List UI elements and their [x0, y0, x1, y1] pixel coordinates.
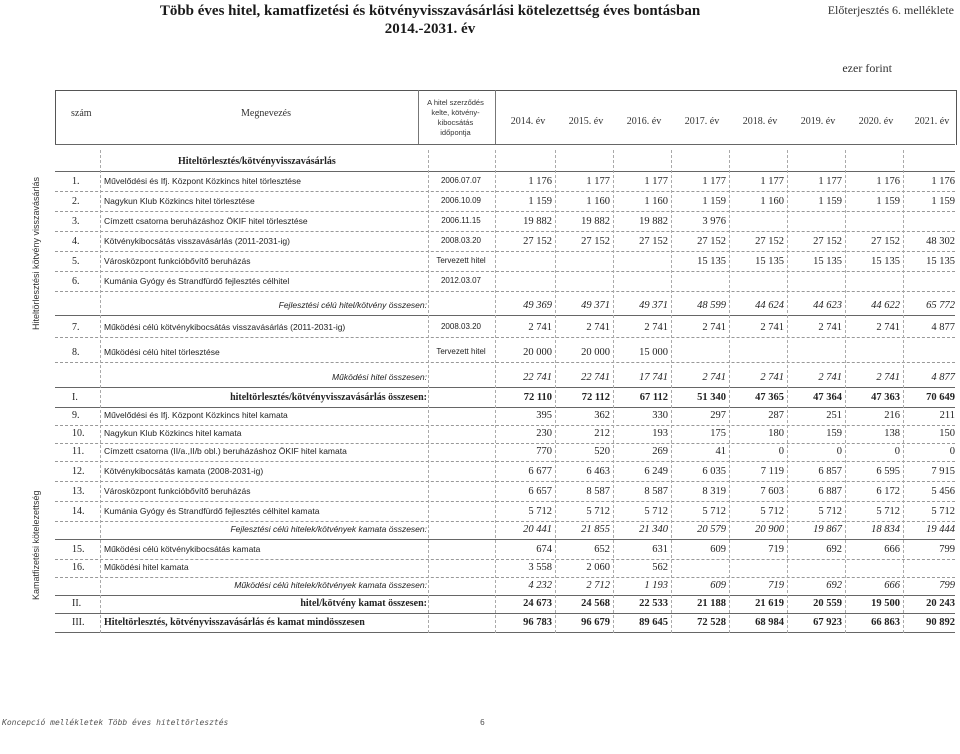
- row-number: 4.: [72, 236, 80, 247]
- row-label: Kötvénykibocsátás kamata (2008-2031-ig): [104, 466, 264, 476]
- table-row: [0, 506, 960, 526]
- cell-value: 72 528: [697, 617, 726, 628]
- cell-value: 180: [768, 428, 784, 439]
- cell-value: 15 000: [639, 347, 668, 358]
- table-row: [0, 300, 960, 320]
- cell-value: 15 135: [926, 256, 955, 267]
- cell-value: 48 302: [926, 236, 955, 247]
- unit-label: ezer forint: [842, 61, 892, 75]
- row-number: 3.: [72, 216, 80, 227]
- cell-value: 51 340: [697, 392, 726, 403]
- cell-value: 22 741: [523, 372, 552, 383]
- row-label: Fejlesztési célú hitelek/kötvények kamata összesen:: [230, 524, 427, 534]
- column-divider: [903, 150, 904, 633]
- cell-value: 21 188: [697, 598, 726, 609]
- row-number: 16.: [72, 562, 85, 573]
- cell-value: 41: [715, 446, 726, 457]
- footer-note: Koncepció mellékletek Több éves hiteltörlesztés: [2, 718, 229, 727]
- row-number: 14.: [72, 506, 85, 517]
- cell-value: 20 441: [523, 524, 552, 535]
- cell-value: 1 176: [931, 176, 955, 187]
- cell-value: 17 741: [639, 372, 668, 383]
- cell-value: 3 558: [528, 562, 552, 573]
- column-divider: [555, 150, 556, 633]
- row-contract-date: 2006.11.15: [441, 216, 481, 225]
- row-divider: [55, 521, 955, 522]
- row-label: Művelődési és Ifj. Központ Közkincs hitel kamata: [104, 410, 288, 420]
- row-label: Működési célú hitel törlesztése: [104, 347, 220, 357]
- row-number: III.: [72, 617, 85, 628]
- cell-value: 193: [652, 428, 668, 439]
- cell-value: 0: [894, 446, 900, 457]
- cell-value: 65 772: [926, 300, 955, 311]
- row-contract-date: 2008.03.20: [440, 236, 482, 245]
- cell-value: 799: [939, 580, 955, 591]
- cell-value: 15 135: [697, 256, 726, 267]
- cell-value: 6 887: [818, 486, 842, 497]
- row-number: 7.: [72, 322, 80, 333]
- cell-value: 1 177: [760, 176, 784, 187]
- row-label: hitel/kötvény kamat összesen:: [300, 598, 427, 609]
- row-number: 2.: [72, 196, 80, 207]
- cell-value: 4 877: [931, 322, 955, 333]
- row-number: 15.: [72, 544, 85, 555]
- cell-value: 1 159: [931, 196, 955, 207]
- row-contract-date: 2008.03.20: [440, 322, 482, 331]
- cell-value: 68 984: [755, 617, 784, 628]
- table-row: [0, 216, 960, 236]
- cell-value: 49 371: [581, 300, 610, 311]
- header-divider: [55, 144, 955, 145]
- row-number: 1.: [72, 176, 80, 187]
- cell-value: 3 976: [702, 216, 726, 227]
- row-label: Kumánia Gyógy és Strandfürdő fejlesztés célhitel kamata: [104, 506, 320, 516]
- cell-value: 15 135: [813, 256, 842, 267]
- cell-value: 269: [652, 446, 668, 457]
- row-number: 13.: [72, 486, 85, 497]
- cell-value: 6 035: [702, 466, 726, 477]
- row-divider: [55, 315, 955, 316]
- cell-value: 67 112: [639, 392, 668, 403]
- table-row: [0, 196, 960, 216]
- row-label: Kumánia Gyógy és Strandfürdő fejlesztés célhitel: [104, 276, 290, 286]
- row-divider: [55, 362, 955, 363]
- cell-value: 1 160: [760, 196, 784, 207]
- row-label: Városközpont funkcióbővítő beruházás: [104, 486, 251, 496]
- cell-value: 692: [826, 544, 842, 555]
- cell-value: 211: [939, 410, 955, 421]
- table-row: [0, 524, 960, 544]
- cell-value: 19 882: [639, 216, 668, 227]
- row-number: 8.: [72, 347, 80, 358]
- cell-value: 2 741: [702, 322, 726, 333]
- row-divider: [55, 407, 955, 408]
- cell-value: 631: [652, 544, 668, 555]
- column-header-year: 2020. év: [858, 116, 894, 127]
- row-number: 12.: [72, 466, 85, 477]
- cell-value: 1 159: [818, 196, 842, 207]
- cell-value: 2 741: [644, 322, 668, 333]
- table-row: [0, 410, 960, 430]
- row-number: 5.: [72, 256, 80, 267]
- cell-value: 8 319: [702, 486, 726, 497]
- cell-value: 18 834: [871, 524, 900, 535]
- cell-value: 5 712: [702, 506, 726, 517]
- cell-value: 7 603: [760, 486, 784, 497]
- cell-value: 19 882: [523, 216, 552, 227]
- cell-value: 159: [826, 428, 842, 439]
- cell-value: 674: [536, 544, 552, 555]
- row-label: Működési hitel összesen:: [332, 372, 427, 382]
- row-divider: [55, 231, 955, 232]
- column-divider: [729, 150, 730, 633]
- cell-value: 216: [884, 410, 900, 421]
- column-divider: [428, 150, 429, 633]
- cell-value: 0: [949, 446, 955, 457]
- table-row: [0, 176, 960, 196]
- row-label: Kötvénykibocsátás visszavásárlás (2011-2031-ig): [104, 236, 290, 246]
- row-number: 6.: [72, 276, 80, 287]
- cell-value: 15 135: [871, 256, 900, 267]
- cell-value: 27 152: [523, 236, 552, 247]
- cell-value: 1 159: [528, 196, 552, 207]
- row-label: Hiteltörlesztés/kötvényvisszavásárlás: [178, 156, 336, 167]
- cell-value: 395: [536, 410, 552, 421]
- row-number: 10.: [72, 428, 85, 439]
- cell-value: 719: [768, 580, 784, 591]
- row-number: II.: [72, 598, 82, 609]
- cell-value: 652: [594, 544, 610, 555]
- column-header-contract-date: A hitel szerződés kelte, kötvény-kibocsátás időpontja: [427, 98, 484, 137]
- cell-value: 5 712: [528, 506, 552, 517]
- row-number: 9.: [72, 410, 80, 421]
- cell-value: 799: [939, 544, 955, 555]
- cell-value: 6 595: [876, 466, 900, 477]
- cell-value: 138: [884, 428, 900, 439]
- cell-value: 21 855: [581, 524, 610, 535]
- table-row: [0, 486, 960, 506]
- cell-value: 90 892: [926, 617, 955, 628]
- row-divider: [55, 171, 955, 172]
- row-divider: [55, 387, 955, 388]
- cell-value: 20 243: [926, 598, 955, 609]
- column-header-year: 2015. év: [568, 116, 604, 127]
- cell-value: 19 882: [581, 216, 610, 227]
- row-divider: [55, 539, 955, 540]
- cell-value: 770: [536, 446, 552, 457]
- cell-value: 20 900: [755, 524, 784, 535]
- cell-value: 609: [710, 544, 726, 555]
- cell-value: 0: [836, 446, 842, 457]
- table-row: [0, 156, 960, 176]
- page-number: 6: [480, 718, 485, 727]
- cell-value: 362: [594, 410, 610, 421]
- cell-value: 297: [710, 410, 726, 421]
- cell-value: 6 857: [818, 466, 842, 477]
- cell-value: 287: [768, 410, 784, 421]
- row-divider: [55, 191, 955, 192]
- cell-value: 21 619: [755, 598, 784, 609]
- row-divider: [55, 595, 955, 596]
- cell-value: 1 177: [818, 176, 842, 187]
- cell-value: 6 677: [528, 466, 552, 477]
- cell-value: 2 741: [586, 322, 610, 333]
- row-divider: [55, 559, 955, 560]
- column-divider: [671, 150, 672, 633]
- cell-value: 150: [939, 428, 955, 439]
- cell-value: 6 463: [586, 466, 610, 477]
- cell-value: 72 112: [581, 392, 610, 403]
- cell-value: 2 741: [702, 372, 726, 383]
- table-row: [0, 392, 960, 412]
- cell-value: 19 500: [871, 598, 900, 609]
- table-row: [0, 428, 960, 448]
- cell-value: 2 741: [528, 322, 552, 333]
- cell-value: 5 712: [644, 506, 668, 517]
- row-divider: [55, 425, 955, 426]
- row-label: Működési célú kötvénykibocsátás visszavásárlás (2011-2031-ig): [104, 322, 346, 332]
- table-row: [0, 446, 960, 466]
- table-row: [0, 276, 960, 296]
- row-contract-date: 2006.10.09: [440, 196, 482, 205]
- cell-value: 44 624: [755, 300, 784, 311]
- cell-value: 7 119: [760, 466, 784, 477]
- cell-value: 67 923: [813, 617, 842, 628]
- cell-value: 22 533: [639, 598, 668, 609]
- row-label: hiteltörlesztés/kötvényvisszavásárlás összesen:: [230, 392, 427, 403]
- table-row: [0, 617, 960, 637]
- side-label-interest: Kamatfizetési kötelezettség: [31, 490, 41, 600]
- cell-value: 1 177: [586, 176, 610, 187]
- cell-value: 7 915: [931, 466, 955, 477]
- cell-value: 666: [884, 544, 900, 555]
- row-divider: [55, 271, 955, 272]
- cell-value: 251: [826, 410, 842, 421]
- column-divider: [613, 150, 614, 633]
- row-contract-date: 2012.03.07: [440, 276, 482, 285]
- column-header-year: 2021. év: [914, 116, 950, 127]
- column-divider: [787, 150, 788, 633]
- column-header-year: 2017. év: [684, 116, 720, 127]
- cell-value: 2 741: [876, 372, 900, 383]
- cell-value: 96 783: [523, 617, 552, 628]
- cell-value: 27 152: [697, 236, 726, 247]
- row-divider: [55, 632, 955, 633]
- cell-value: 8 587: [586, 486, 610, 497]
- cell-value: 6 249: [644, 466, 668, 477]
- cell-value: 20 559: [813, 598, 842, 609]
- cell-value: 2 741: [876, 322, 900, 333]
- row-divider: [55, 443, 955, 444]
- cell-value: 330: [652, 410, 668, 421]
- row-divider: [55, 211, 955, 212]
- row-contract-date: 2006.07.07: [440, 176, 482, 185]
- cell-value: 1 159: [702, 196, 726, 207]
- cell-value: 24 568: [581, 598, 610, 609]
- cell-value: 20 000: [581, 347, 610, 358]
- row-contract-date: Tervezett hitel: [436, 347, 486, 356]
- cell-value: 692: [826, 580, 842, 591]
- cell-value: 96 679: [581, 617, 610, 628]
- cell-value: 562: [652, 562, 668, 573]
- row-label: Működési célú hitelek/kötvények kamata összesen:: [234, 580, 427, 590]
- cell-value: 21 340: [639, 524, 668, 535]
- cell-value: 1 176: [528, 176, 552, 187]
- cell-value: 70 649: [926, 392, 955, 403]
- cell-value: 230: [536, 428, 552, 439]
- table-row: [0, 236, 960, 256]
- cell-value: 609: [710, 580, 726, 591]
- cell-value: 5 456: [931, 486, 955, 497]
- cell-value: 27 152: [813, 236, 842, 247]
- row-divider: [55, 613, 955, 614]
- cell-value: 27 152: [871, 236, 900, 247]
- table-row: [0, 256, 960, 276]
- row-label: Működési hitel kamata: [104, 562, 189, 572]
- row-label: Címzett csatorna (II/a.,II/b obl.) beruházáshoz ÖKIF hitel kamata: [104, 446, 347, 456]
- cell-value: 5 712: [818, 506, 842, 517]
- row-label: Városközpont funkcióbővítő beruházás: [104, 256, 251, 266]
- cell-value: 66 863: [871, 617, 900, 628]
- cell-value: 44 623: [813, 300, 842, 311]
- cell-value: 5 712: [876, 506, 900, 517]
- row-divider: [55, 291, 955, 292]
- column-header-year: 2018. év: [742, 116, 778, 127]
- cell-value: 5 712: [586, 506, 610, 517]
- row-label: Működési célú kötvénykibocsátás kamata: [104, 544, 261, 554]
- table-row: [0, 598, 960, 618]
- cell-value: 2 741: [818, 322, 842, 333]
- table-row: [0, 372, 960, 392]
- column-header-number: szám: [71, 108, 92, 119]
- cell-value: 5 712: [760, 506, 784, 517]
- cell-value: 49 369: [523, 300, 552, 311]
- cell-value: 47 363: [871, 392, 900, 403]
- row-contract-date: Tervezett hitel: [436, 256, 486, 265]
- cell-value: 47 364: [813, 392, 842, 403]
- cell-value: 212: [594, 428, 610, 439]
- cell-value: 20 000: [523, 347, 552, 358]
- cell-value: 4 877: [931, 372, 955, 383]
- column-header-year: 2014. év: [510, 116, 546, 127]
- document-title: Több éves hitel, kamatfizetési és kötvényvisszavásárlási kötelezettség éves bontásban: [159, 3, 701, 19]
- row-label: Nagykun Klub Közkincs hitel kamata: [104, 428, 242, 438]
- header-col-sep: [418, 90, 419, 144]
- table-row: [0, 580, 960, 600]
- row-divider: [55, 251, 955, 252]
- table-row: [0, 322, 960, 342]
- column-header-year: 2019. év: [800, 116, 836, 127]
- cell-value: 4 232: [528, 580, 552, 591]
- table-row: [0, 544, 960, 564]
- row-divider: [55, 577, 955, 578]
- column-divider: [495, 150, 496, 633]
- side-label-repayment: Hiteltörlesztési kötvény visszavásárlás: [31, 176, 41, 330]
- row-number: I.: [72, 392, 78, 403]
- cell-value: 89 645: [639, 617, 668, 628]
- cell-value: 27 152: [755, 236, 784, 247]
- cell-value: 5 712: [931, 506, 955, 517]
- cell-value: 6 172: [876, 486, 900, 497]
- table-row: [0, 466, 960, 486]
- row-divider: [55, 501, 955, 502]
- cell-value: 2 741: [818, 372, 842, 383]
- cell-value: 666: [884, 580, 900, 591]
- cell-value: 1 177: [702, 176, 726, 187]
- cell-value: 49 371: [639, 300, 668, 311]
- table-row: [0, 562, 960, 582]
- attachment-reference: Előterjesztés 6. melléklete: [827, 3, 954, 17]
- cell-value: 1 176: [876, 176, 900, 187]
- cell-value: 47 365: [755, 392, 784, 403]
- cell-value: 1 160: [644, 196, 668, 207]
- row-divider: [55, 461, 955, 462]
- column-header-name: Megnevezés: [241, 108, 291, 119]
- cell-value: 15 135: [755, 256, 784, 267]
- cell-value: 27 152: [639, 236, 668, 247]
- cell-value: 48 599: [697, 300, 726, 311]
- cell-value: 2 741: [760, 372, 784, 383]
- cell-value: 20 579: [697, 524, 726, 535]
- cell-value: 1 160: [586, 196, 610, 207]
- cell-value: 1 177: [644, 176, 668, 187]
- row-divider: [55, 481, 955, 482]
- document-period: 2014.-2031. év: [384, 21, 476, 37]
- row-label: Hiteltörlesztés, kötvényvisszavásárlás és kamat mindösszesen: [104, 617, 365, 628]
- row-label: Nagykun Klub Közkincs hitel törlesztése: [104, 196, 255, 206]
- column-divider: [100, 150, 101, 633]
- cell-value: 175: [710, 428, 726, 439]
- cell-value: 22 741: [581, 372, 610, 383]
- cell-value: 1 159: [876, 196, 900, 207]
- cell-value: 2 712: [586, 580, 610, 591]
- cell-value: 72 110: [523, 392, 552, 403]
- row-label: Címzett csatorna beruházáshoz ÖKIF hitel törlesztése: [104, 216, 308, 226]
- cell-value: 6 657: [528, 486, 552, 497]
- header-col-sep: [495, 90, 496, 144]
- cell-value: 24 673: [523, 598, 552, 609]
- cell-value: 44 622: [871, 300, 900, 311]
- cell-value: 2 060: [586, 562, 610, 573]
- row-number: 11.: [72, 446, 85, 457]
- row-label: Művelődési és Ifj. Központ Közkincs hitel törlesztése: [104, 176, 302, 186]
- cell-value: 0: [778, 446, 784, 457]
- column-divider: [845, 150, 846, 633]
- row-divider: [55, 337, 955, 338]
- cell-value: 520: [594, 446, 610, 457]
- cell-value: 27 152: [581, 236, 610, 247]
- table-row: [0, 347, 960, 367]
- cell-value: 19 867: [813, 524, 842, 535]
- row-label: Fejlesztési célú hitel/kötvény összesen:: [278, 300, 427, 310]
- cell-value: 719: [768, 544, 784, 555]
- cell-value: 19 444: [926, 524, 955, 535]
- column-header-year: 2016. év: [626, 116, 662, 127]
- cell-value: 2 741: [760, 322, 784, 333]
- cell-value: 8 587: [644, 486, 668, 497]
- cell-value: 1 193: [644, 580, 668, 591]
